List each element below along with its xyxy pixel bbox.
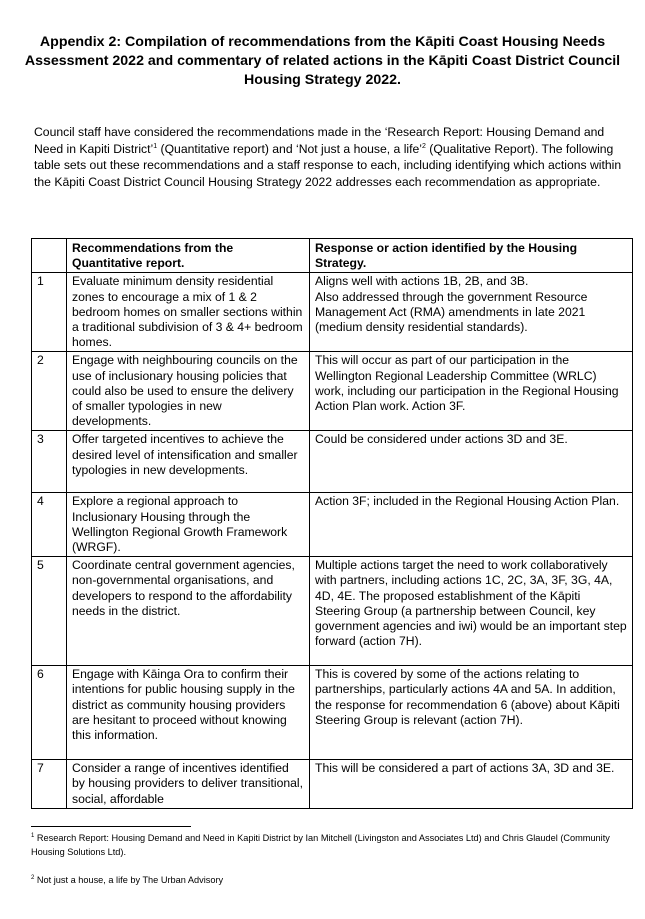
row-number: 7 [32, 760, 67, 809]
response-cell [310, 493, 633, 557]
header-response: Response or action identified by the Housing Strategy. [310, 239, 633, 273]
response-line: Aligns well with actions 1B, 2B, and 3B. [315, 274, 529, 289]
response-line: This will occur as part of our participation in the Wellington Regional Leadership Committee (WRLC) work, including our participation in the Regional Housing Action Plan work. Action 3F. [315, 353, 619, 414]
recommendation-cell: Coordinate central government agencies, non-governmental organisations, and developers to respond to the affordability needs in the district. [67, 557, 310, 666]
row-number: 1 [32, 273, 67, 352]
header-recommendation: Recommendations from the Quantitative report. [67, 239, 310, 273]
page-title: Appendix 2: Compilation of recommendations from the Kāpiti Coast Housing Needs Assessment 2022 and commentary of related actions in the Kāpiti Coast District Council Housing Strategy 2022. [24, 34, 621, 88]
recommendation-cell: Engage with neighbouring councils on the use of inclusionary housing policies that could also be used to ensure the delivery of smaller typologies in new developments. [67, 352, 310, 431]
recommendation-cell: Offer targeted incentives to achieve the desired level of intensification and smaller typologies in new developments. [67, 431, 310, 493]
table-row [32, 760, 633, 809]
row-number: 3 [32, 431, 67, 493]
recommendation-cell: Evaluate minimum density residential zones to encourage a mix of 1 & 2 bedroom homes on smaller sections within a traditional subdivision of 3 & 4+ bedroom homes. [67, 273, 310, 352]
response-line: Also addressed through the government Resource Management Act (RMA) amendments in late 2021 (medium density residential standards). [315, 289, 588, 335]
intro-paragraph [34, 124, 624, 190]
footnote-text: Research Report: Housing Demand and Need in Kapiti District by Ian Mitchell (Livingston and Associates Ltd) and Chris Glaudel (Community Housing Solutions Ltd). [31, 833, 610, 857]
row-number: 6 [32, 666, 67, 760]
response-line: This will be considered a part of actions 3A, 3D and 3E. [315, 761, 615, 776]
footnote-1 [31, 832, 631, 859]
table-row [32, 431, 633, 493]
footnote-number: 1 [31, 832, 35, 839]
table-row [32, 666, 633, 760]
table-row [32, 557, 633, 666]
row-number: 2 [32, 352, 67, 431]
footnote-ref-1: 1 [153, 142, 158, 150]
recommendation-cell: Engage with Kāinga Ora to confirm their intentions for public housing supply in the district as community housing providers are hesitant to proceed without knowing this information. [67, 666, 310, 760]
footnote-number: 2 [31, 874, 35, 881]
response-cell [310, 431, 633, 493]
response-cell [310, 273, 633, 352]
response-line: Multiple actions target the need to work collaboratively with partners, including actions 1C, 2C, 3A, 3F, 3G, 4A, 4D, 4E. The proposed establishment of the Kāpiti Steering Group (a partnership between Council, key government agencies and iwi) would be an important step forward (action 7H). [315, 558, 627, 649]
response-cell [310, 557, 633, 666]
response-line: Could be considered under actions 3D and 3E. [315, 432, 568, 447]
response-cell [310, 352, 633, 431]
footnote-divider [31, 826, 191, 827]
recommendation-cell: Consider a range of incentives identified by housing providers to deliver transitional, social, affordable [67, 760, 310, 809]
intro-text-part1: Council staff have considered the recommendations made in the ‘Research Report: Housing Demand and Need in Kapiti District’ [34, 125, 605, 156]
response-line: Action 3F; included in the Regional Housing Action Plan. [315, 494, 620, 509]
footnote-ref-2: 2 [422, 142, 426, 150]
row-number: 4 [32, 493, 67, 557]
table-row [32, 493, 633, 557]
table-row [32, 352, 633, 431]
row-number: 5 [32, 557, 67, 666]
table-row [32, 273, 633, 352]
recommendation-cell: Explore a regional approach to Inclusionary Housing through the Wellington Regional Growth Framework (WRGF). [67, 493, 310, 557]
response-line: This is covered by some of the actions relating to partnerships, particularly actions 4A and 5A. In addition, the response for recommendation 6 (above) about Kāpiti Steering Group is relevant (action 7H). [315, 667, 620, 727]
footnote-2 [31, 874, 631, 888]
header-number [32, 239, 67, 273]
intro-text-part2: (Quantitative report) and ‘Not just a house, a life’ [157, 141, 423, 156]
intro-text-part3: (Qualitative Report). The following table sets out these recommendations and a staff response to each, including identifying which actions within the Kāpiti Coast District Council Housing Strategy 2022 addresses each recommendation as appropriate. [34, 141, 622, 189]
response-cell [310, 760, 633, 809]
response-cell [310, 666, 633, 760]
footnote-text: Not just a house, a life by The Urban Advisory [34, 875, 224, 885]
table-header-row [32, 239, 633, 273]
recommendations-table [31, 238, 633, 809]
